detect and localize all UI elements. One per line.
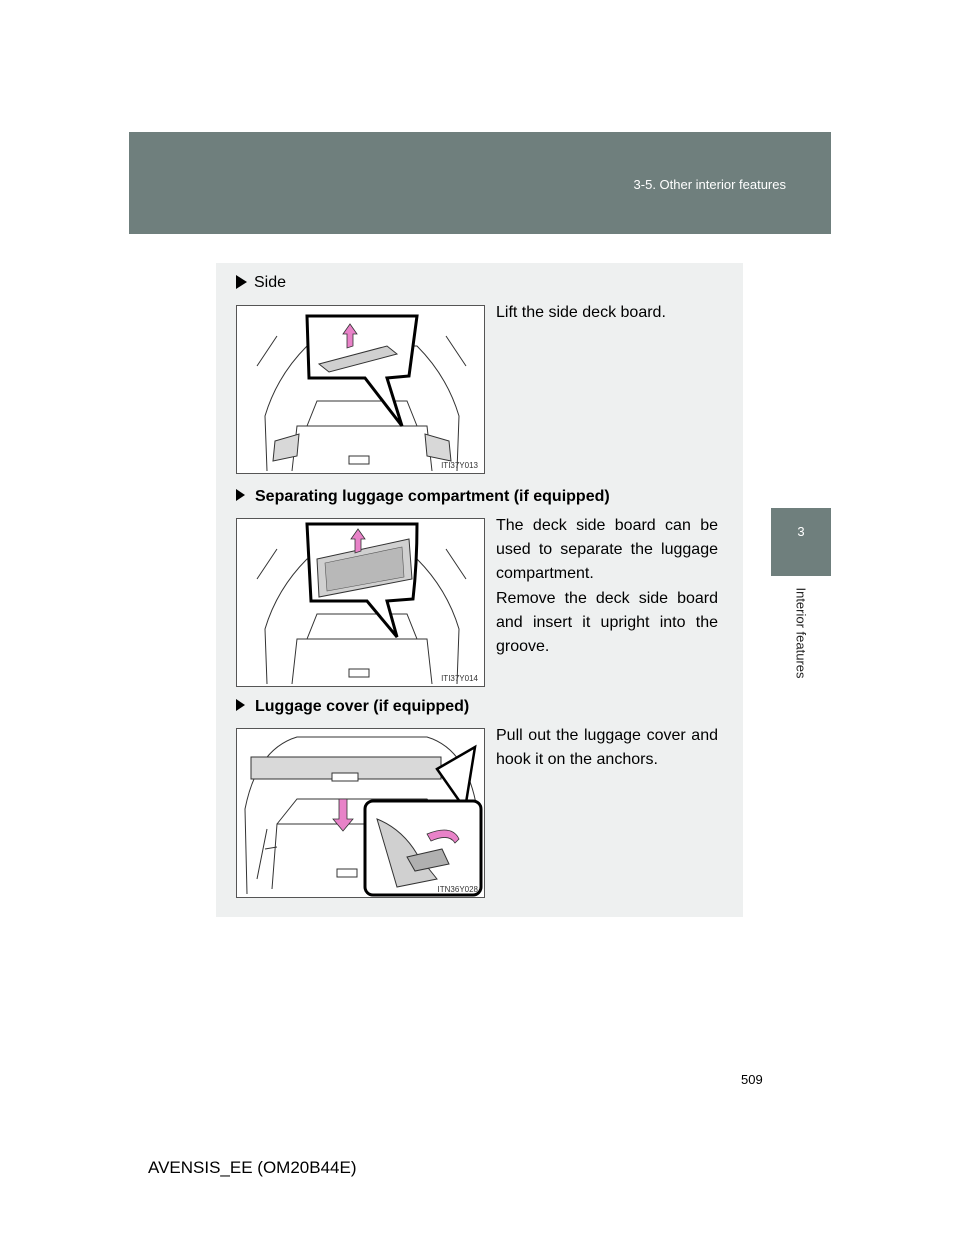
side-deck-board-illustration: [236, 305, 485, 474]
chapter-label-wrap: [790, 578, 812, 688]
side-heading: [236, 274, 286, 292]
triangle-bullet-icon: [236, 275, 247, 289]
header-band: [129, 132, 831, 234]
side-instruction: Lift the side deck board.: [496, 304, 666, 321]
cover-heading-text: Luggage cover (if equipped): [255, 698, 470, 715]
deck-side-board-illustration: [236, 518, 485, 687]
figure-code: ITI37Y013: [441, 461, 478, 470]
separating-heading: [236, 488, 610, 506]
footer-model-code: AVENSIS_EE (OM20B44E): [148, 1158, 357, 1177]
section-bullet-icon: [236, 489, 245, 501]
chapter-number: 3: [797, 524, 805, 539]
chapter-label: Interior features: [793, 587, 809, 679]
chapter-tab: [771, 508, 831, 576]
separating-heading-text: Separating luggage compartment (if equipped): [255, 488, 610, 505]
figure-code: ITI37Y014: [441, 674, 478, 683]
page-number: 509: [741, 1072, 763, 1087]
section-bullet-icon: [236, 699, 245, 711]
cover-instruction: Pull out the luggage cover and hook it on the anchors.: [496, 727, 718, 768]
separating-instruction-1: The deck side board can be used to separate the luggage compartment.: [496, 517, 718, 582]
figure-code: ITN36Y028: [437, 885, 478, 894]
separating-instruction-2: Remove the deck side board and insert it upright into the groove.: [496, 590, 718, 655]
side-heading-text: Side: [254, 274, 287, 291]
cover-heading: [236, 698, 469, 716]
section-title: 3-5. Other interior features: [633, 177, 786, 192]
luggage-cover-illustration: [236, 728, 485, 898]
